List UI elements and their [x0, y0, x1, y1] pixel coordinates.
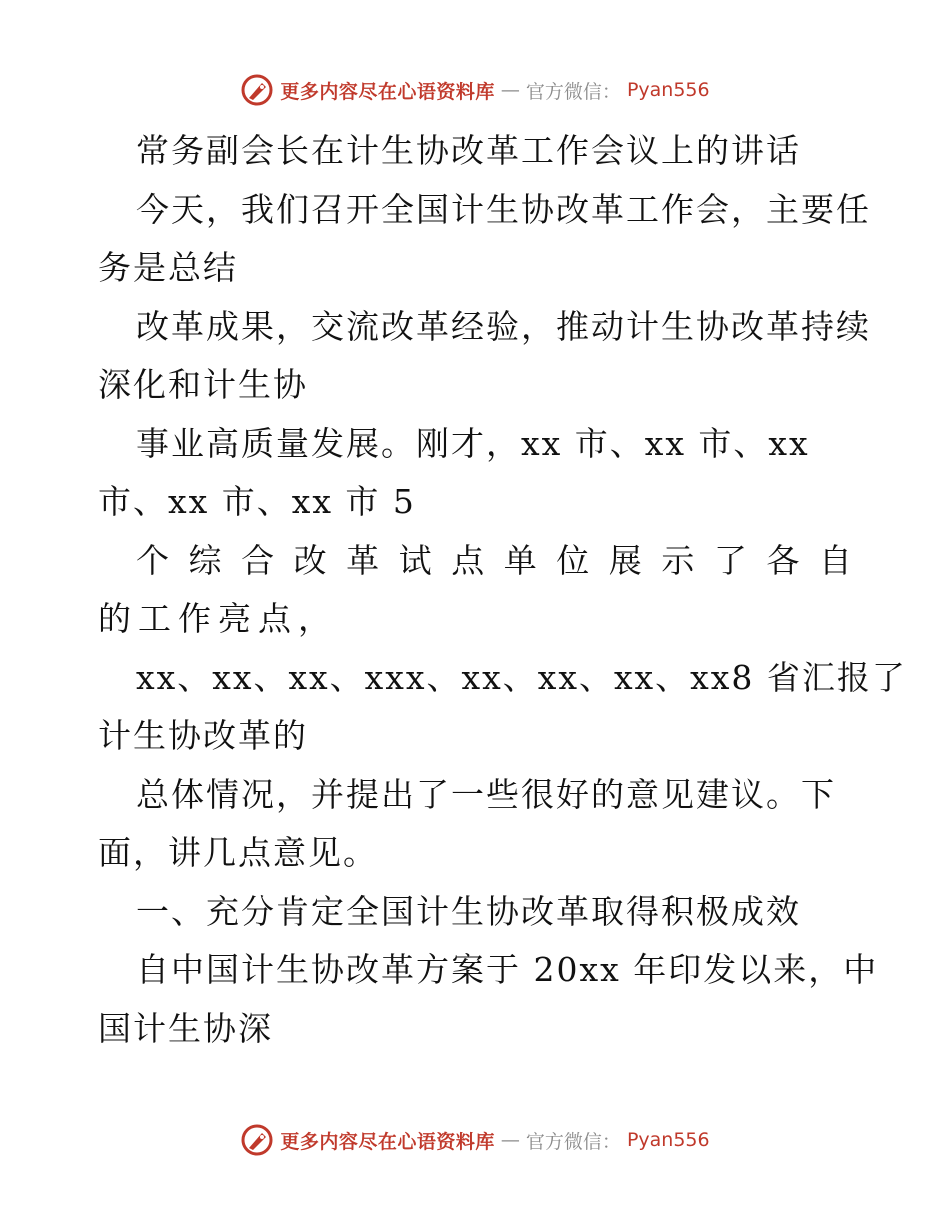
justified-line	[136, 532, 854, 591]
justified-line	[98, 590, 333, 649]
paragraph-line: 国计生协深	[98, 1008, 273, 1048]
pen-nib-logo-icon	[240, 1123, 274, 1157]
paragraph-line-justified	[98, 590, 858, 649]
paragraph-line: 改革成果，交流改革经验，推动计生协改革持续	[136, 306, 871, 346]
document-title: 常务副会长在计生协改革工作会议上的讲话	[136, 131, 801, 170]
justified-char: 各	[766, 540, 802, 580]
banner-wechat-id: Pyan556	[626, 79, 710, 101]
justified-char: 工	[138, 599, 173, 638]
paragraph-line: 务是总结	[98, 248, 238, 287]
document-body	[98, 122, 907, 1058]
justified-char: 个	[136, 540, 171, 580]
footer-banner	[0, 1120, 950, 1160]
justified-char: 位	[556, 540, 592, 580]
header-banner	[0, 70, 950, 110]
justified-char: 单	[503, 540, 539, 580]
paragraph-line: 总体情况，并提出了一些很好的意见建议。下	[136, 774, 836, 814]
justified-char: 的	[98, 599, 133, 638]
paragraph-line: 自中国计生协改革方案于 20xx 年印发以来，中	[136, 950, 879, 989]
paragraph-line: xx、xx、xx、xxx、xx、xx、xx、xx8 省汇报了	[136, 657, 907, 697]
pen-nib-logo-icon	[240, 73, 274, 107]
justified-char: 改	[293, 540, 329, 580]
justified-char: 试	[398, 540, 434, 580]
banner-wechat-label: 官方微信：	[525, 1130, 621, 1153]
justified-char: 展	[608, 540, 644, 580]
paragraph-line: 计生协改革的	[98, 716, 308, 755]
paragraph-line-justified	[98, 532, 858, 591]
justified-char: 示	[661, 540, 697, 580]
paragraph-line: 事业高质量发展。刚才，xx 市、xx 市、xx	[136, 423, 810, 463]
paragraph-line: 深化和计生协	[98, 365, 308, 404]
justified-char: 点	[258, 599, 293, 638]
justified-char: 作	[178, 599, 213, 638]
banner-site-text: 更多内容尽在心语资料库	[280, 1130, 495, 1153]
justified-char: ，	[298, 599, 333, 638]
paragraph-line: 面，讲几点意见。	[98, 833, 378, 872]
justified-char: 了	[713, 540, 749, 580]
banner-separator: —	[500, 79, 520, 101]
banner-site-text: 更多内容尽在心语资料库	[280, 80, 495, 103]
justified-char: 自	[818, 540, 854, 580]
justified-char: 革	[346, 540, 382, 580]
justified-char: 点	[451, 540, 487, 580]
banner-separator: —	[500, 1129, 520, 1151]
banner-wechat-label: 官方微信：	[525, 80, 621, 103]
justified-char: 亮	[218, 599, 253, 638]
justified-char: 合	[241, 540, 277, 580]
paragraph-line: 市、xx 市、xx 市 5	[98, 482, 416, 521]
banner-wechat-id: Pyan556	[626, 1129, 710, 1151]
paragraph-line: 今天，我们召开全国计生协改革工作会，主要任	[136, 189, 871, 229]
justified-char: 综	[188, 540, 224, 580]
section-heading: 一、充分肯定全国计生协改革取得积极成效	[136, 891, 801, 931]
